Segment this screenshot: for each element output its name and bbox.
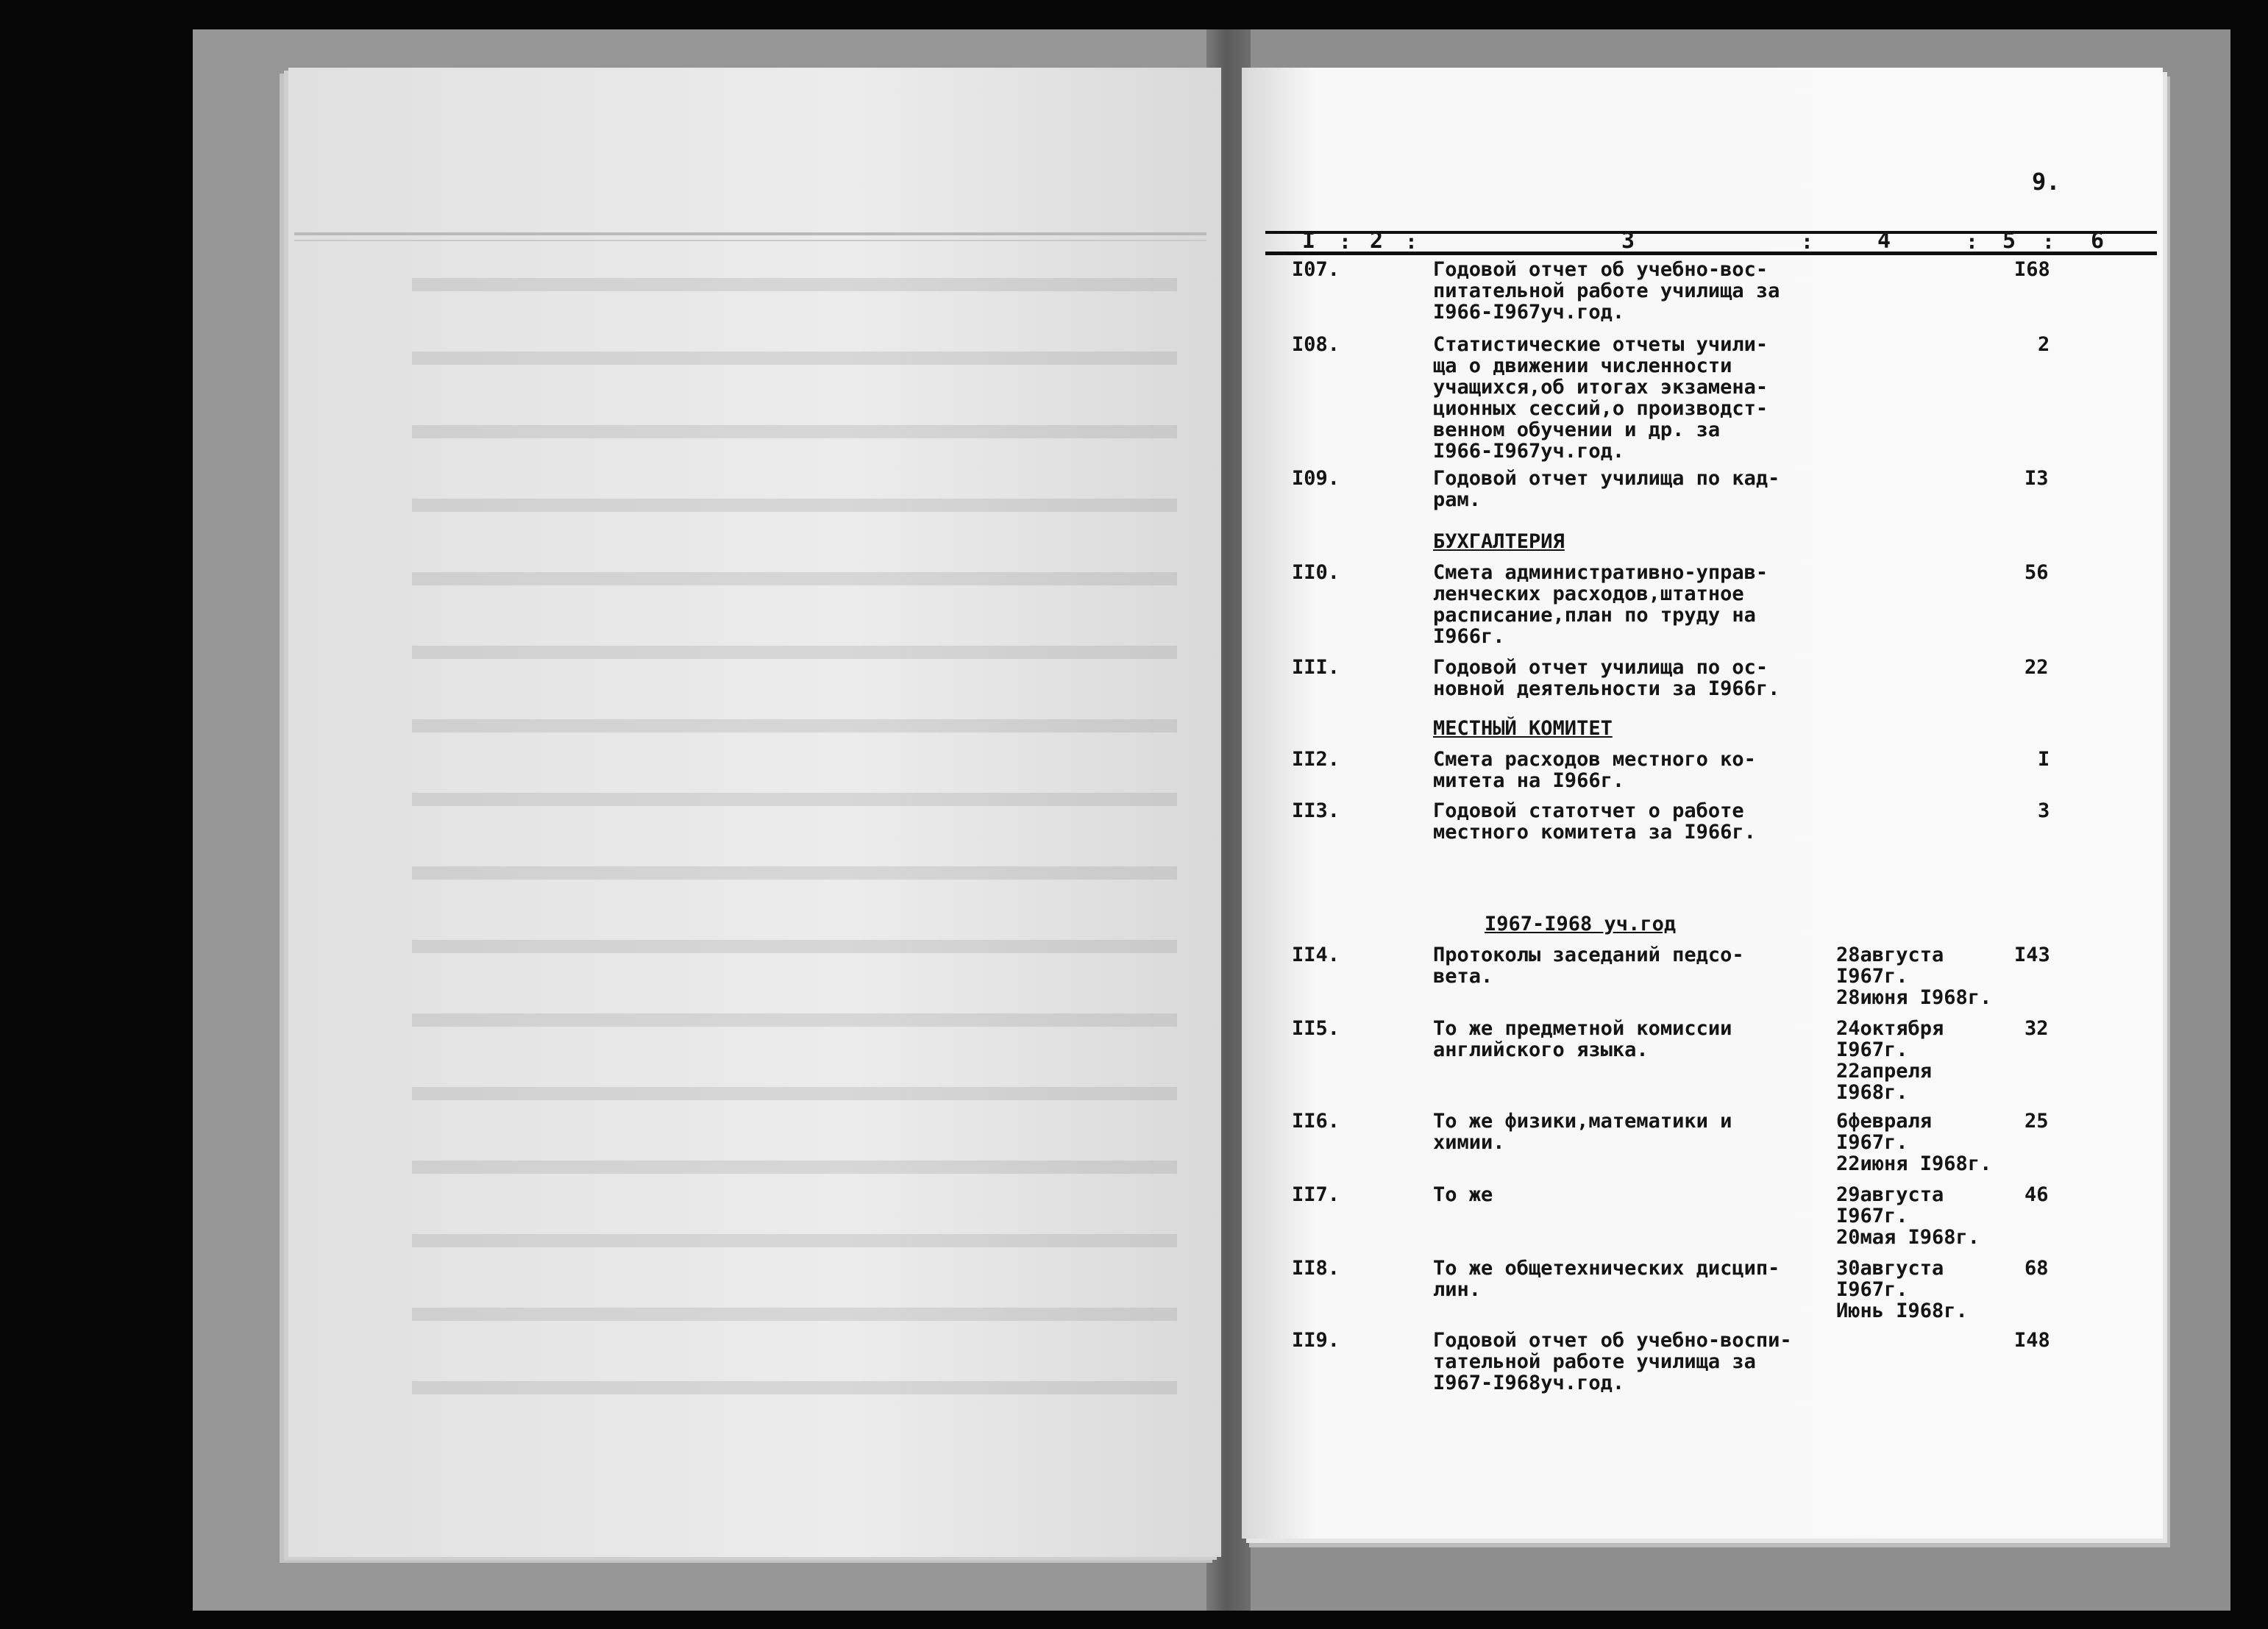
col-separator: : [1405, 229, 1418, 254]
col-header-4: 4 [1877, 228, 1891, 254]
col-header-3: 3 [1621, 228, 1635, 254]
row-title-line: венном обучении и др. за [1433, 418, 1721, 441]
row-number: II7. [1292, 1183, 1340, 1206]
table-header-top-rule [1265, 231, 2157, 234]
row-title-line: учащихся,об итогах экзамена- [1433, 376, 1768, 399]
row-title-line: I966г. [1433, 625, 1505, 648]
row-title-line: митета на I966г. [1433, 769, 1625, 792]
row-title-line: ционных сессий,о производст- [1433, 397, 1768, 420]
row-title-line: лин. [1433, 1278, 1482, 1301]
col-separator: : [1801, 229, 1813, 254]
row-title-line: Протоколы заседаний педсо- [1433, 944, 1744, 966]
col-separator: : [2042, 229, 2055, 254]
row-count: 32 [2025, 1017, 2049, 1040]
row-count: I48 [2014, 1329, 2050, 1352]
row-number: II8. [1292, 1257, 1340, 1280]
row-date-line: Июнь I968г. [1836, 1300, 1968, 1322]
row-date-line: I967г. [1836, 1038, 1908, 1061]
row-count: 25 [2025, 1110, 2049, 1133]
row-title-line: I966-I967уч.год. [1433, 440, 1625, 463]
row-title-line: ленческих расходов,штатное [1433, 582, 1744, 605]
row-count: 2 [2038, 333, 2050, 356]
row-title-line: I967-I968уч.год. [1433, 1372, 1625, 1394]
left-page-bleed-through-text [412, 250, 1177, 1427]
row-title-line: расписание,план по труду на [1433, 604, 1756, 627]
row-date-line: 22апреля [1836, 1060, 1933, 1083]
row-title-line: То же [1433, 1183, 1493, 1206]
col-separator: : [1339, 229, 1351, 254]
row-title-line: То же физики,математики и [1433, 1110, 1732, 1133]
row-date-line: I968г. [1836, 1081, 1908, 1104]
row-number: II0. [1292, 561, 1340, 584]
row-number: II9. [1292, 1329, 1340, 1352]
row-count: I3 [2025, 467, 2049, 490]
row-date-line: 20мая I968г. [1836, 1226, 1980, 1249]
row-number: II3. [1292, 799, 1340, 822]
row-number: III. [1292, 656, 1340, 679]
row-title-line: То же предметной комиссии [1433, 1017, 1732, 1040]
row-title-line: тательной работе училища за [1433, 1350, 1756, 1373]
row-number: II5. [1292, 1017, 1340, 1040]
section-heading-year: I967-I968 уч.год [1485, 913, 1677, 935]
col-header-1: I [1302, 228, 1316, 254]
row-title-line: Смета расходов местного ко- [1433, 748, 1756, 771]
row-title-line: Годовой отчет об учебно-воспи- [1433, 1329, 1792, 1352]
row-date-line: 24октября [1836, 1017, 1944, 1040]
row-title-line: вета. [1433, 965, 1493, 988]
row-date-line: I967г. [1836, 1205, 1908, 1227]
section-heading-local-committee: МЕСТНЫЙ КОМИТЕТ [1433, 717, 1613, 740]
row-date-line: 6февраля [1836, 1110, 1933, 1133]
row-number: II6. [1292, 1110, 1340, 1133]
row-number: II2. [1292, 748, 1340, 771]
row-title-line: Годовой отчет об учебно-вос- [1433, 258, 1768, 281]
col-header-2: 2 [1370, 228, 1384, 254]
row-count: 56 [2025, 561, 2049, 584]
row-title-line: ща о движении численности [1433, 354, 1732, 377]
left-page-faded-rule-2 [294, 240, 1206, 241]
section-heading-accounting: БУХГАЛТЕРИЯ [1433, 530, 1565, 553]
row-date-line: I967г. [1836, 1131, 1908, 1154]
row-title-line: новной деятельности за I966г. [1433, 677, 1780, 700]
row-count: 46 [2025, 1183, 2049, 1206]
row-title-line: Годовой отчет училища по ос- [1433, 656, 1768, 679]
row-title-line: Годовой отчет училища по кад- [1433, 467, 1780, 490]
col-header-5: 5 [2002, 228, 2016, 254]
row-title-line: местного комитета за I966г. [1433, 821, 1756, 844]
row-count: I43 [2014, 944, 2050, 966]
row-date-line: 28июня I968г. [1836, 986, 1992, 1009]
left-page-faded-rule [294, 232, 1206, 235]
row-title-line: химии. [1433, 1131, 1505, 1154]
row-date-line: 28августа [1836, 944, 1944, 966]
row-count: 68 [2025, 1257, 2049, 1280]
row-title-line: рам. [1433, 488, 1482, 511]
row-title-line: Годовой статотчет о работе [1433, 799, 1744, 822]
row-date-line: 22июня I968г. [1836, 1152, 1992, 1175]
col-header-6: 6 [2091, 228, 2105, 254]
row-title-line: питательной работе училища за [1433, 279, 1780, 302]
row-title-line: То же общетехнических дисцип- [1433, 1257, 1780, 1280]
row-title-line: I966-I967уч.год. [1433, 301, 1625, 324]
row-title-line: Статистические отчеты учили- [1433, 333, 1768, 356]
row-count: 22 [2025, 656, 2049, 679]
row-number: I09. [1292, 467, 1340, 490]
row-date-line: 30августа [1836, 1257, 1944, 1280]
row-title-line: Смета административно-управ- [1433, 561, 1768, 584]
row-date-line: I967г. [1836, 1278, 1908, 1301]
page-number: 9. [2032, 168, 2061, 196]
row-number: I07. [1292, 258, 1340, 281]
row-count: I [2038, 748, 2050, 771]
row-number: I08. [1292, 333, 1340, 356]
row-date-line: 29августа [1836, 1183, 1944, 1206]
col-separator: : [1966, 229, 1978, 254]
row-title-line: английского языка. [1433, 1038, 1649, 1061]
row-count: 3 [2038, 799, 2050, 822]
row-date-line: I967г. [1836, 965, 1908, 988]
row-number: II4. [1292, 944, 1340, 966]
row-count: I68 [2014, 258, 2050, 281]
table-header-bottom-rule [1265, 252, 2157, 255]
